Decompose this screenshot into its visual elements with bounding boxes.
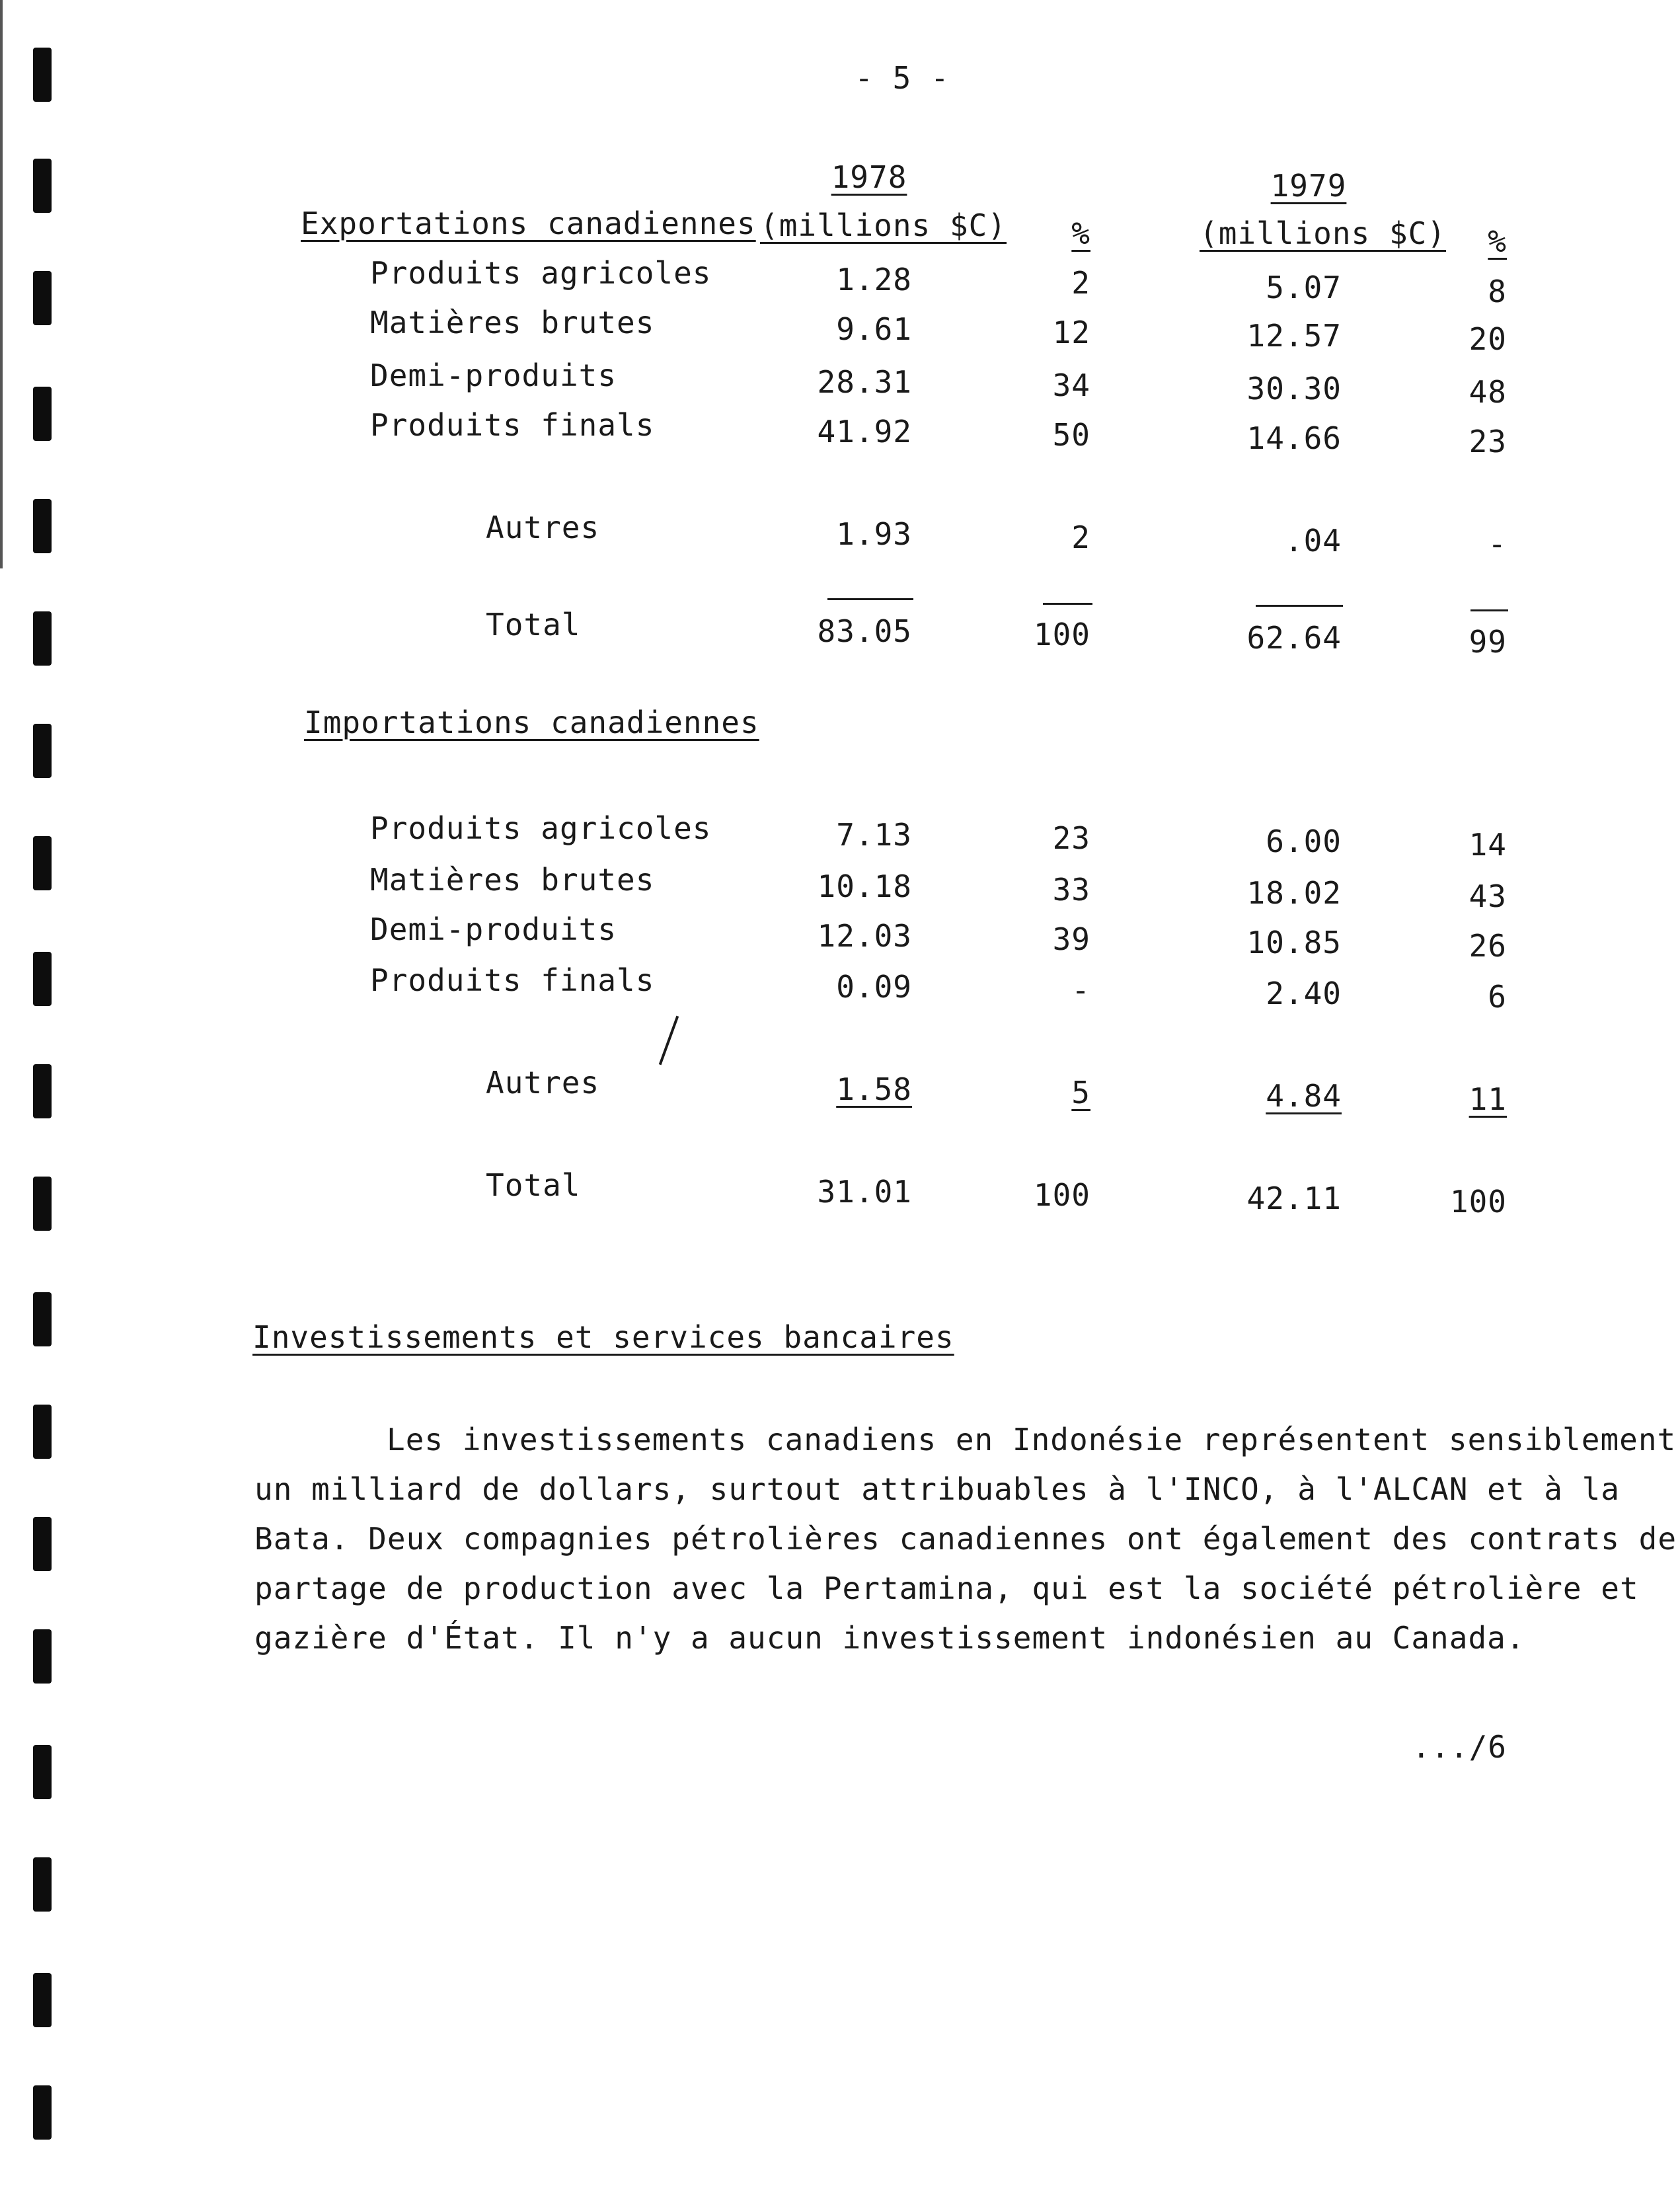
binder-mark [33,499,52,553]
binder-mark [33,271,52,325]
row-label: Produits agricoles [370,255,712,291]
total-label: Total [486,1167,581,1203]
pct-1978: 23 [1052,820,1090,856]
pct-1978: - [1071,972,1090,1008]
sum-rule [827,598,913,600]
binder-mark [33,1405,52,1459]
value-1978: 12.03 [817,918,912,954]
total-1979: 42.11 [1246,1181,1342,1216]
column-year-1979: 1979 [1270,168,1347,204]
pct-1979: 11 [1469,1081,1507,1117]
paragraph-line: un milliard de dollars, surtout attribuables à l'INCO, à l'ALCAN et à la [254,1471,1620,1507]
total-1978: 83.05 [817,613,912,649]
paragraph-line: Les investissements canadiens en Indonésie représentent sensiblement [387,1422,1677,1457]
pct-1979: 6 [1488,979,1507,1015]
pct-1979: 20 [1469,321,1507,357]
total-pct-1978: 100 [1033,1177,1090,1213]
pct-1979: 23 [1469,424,1507,459]
value-1979: .04 [1284,523,1342,559]
row-label: Autres [486,1065,600,1101]
binder-mark [33,1064,52,1118]
page-number: - 5 - [855,60,950,96]
binder-mark [33,1857,52,1912]
column-year-1978: 1978 [831,159,907,195]
binder-mark [33,724,52,778]
pct-1979: 8 [1488,274,1507,309]
value-1979: 12.57 [1246,318,1342,354]
exports-heading: Exportations canadiennes [301,206,756,241]
pct-1978: 34 [1052,368,1090,403]
value-1979: 10.85 [1246,925,1342,960]
pct-1978: 12 [1052,315,1090,350]
value-1979: 5.07 [1266,270,1342,305]
column-unit-1978: (millions $C) [760,208,1007,243]
binder-mark [33,1292,52,1346]
paragraph-line: gazière d'État. Il n'y a aucun investissement indonésien au Canada. [254,1620,1525,1656]
value-1979: 6.00 [1266,824,1342,859]
pct-1979: 14 [1469,827,1507,863]
pct-1979: 43 [1469,878,1507,914]
total-pct-1979: 99 [1469,624,1507,660]
binder-mark [33,1629,52,1684]
total-1978: 31.01 [817,1174,912,1210]
pct-1978: 50 [1052,417,1090,453]
row-label: Produits agricoles [370,810,712,846]
row-label: Matières brutes [370,862,655,898]
value-1979: 2.40 [1266,976,1342,1011]
row-label: Matières brutes [370,305,655,340]
pct-1978: 33 [1052,872,1090,908]
sum-rule [1043,603,1092,605]
value-1978: 7.13 [836,817,912,853]
pct-1979: - [1488,526,1507,562]
value-1978: 28.31 [817,364,912,400]
total-pct-1979: 100 [1449,1184,1507,1220]
value-1979: 18.02 [1246,875,1342,911]
pct-1978: 2 [1071,265,1090,301]
pct-1979: 48 [1469,374,1507,410]
value-1978: 0.09 [836,969,912,1005]
section-heading: Investissements et services bancaires [252,1319,954,1355]
row-label: Demi-produits [370,358,617,393]
binder-mark [33,2085,52,2140]
binder-mark [33,952,52,1006]
scan-edge-line [0,0,3,568]
binder-mark [33,611,52,666]
total-pct-1978: 100 [1033,617,1090,652]
total-label: Total [486,607,581,642]
value-1978: 1.93 [836,516,912,552]
value-1978: 1.58 [836,1071,912,1107]
paragraph-line: partage de production avec la Pertamina, qui est la société pétrolière et [254,1570,1639,1606]
value-1979: 14.66 [1246,420,1342,456]
binder-mark [33,48,52,102]
value-1978: 41.92 [817,414,912,449]
binder-mark [33,1745,52,1799]
binder-mark [33,1973,52,2027]
pct-1979: 26 [1469,928,1507,964]
value-1978: 1.28 [836,262,912,297]
imports-heading: Importations canadiennes [304,705,759,740]
row-label: Produits finals [370,962,655,998]
value-1978: 9.61 [836,311,912,347]
pct-1978: 2 [1071,520,1090,555]
binder-mark [33,387,52,441]
column-unit-1979: (millions $C) [1200,215,1447,251]
value-1979: 30.30 [1246,371,1342,407]
continuation-marker: .../6 [1412,1729,1507,1765]
sum-rule [1470,609,1508,611]
row-label: Produits finals [370,407,655,443]
binder-mark [33,836,52,890]
sum-rule [1256,605,1343,607]
total-1979: 62.64 [1246,620,1342,656]
handwritten-mark [659,1016,679,1066]
value-1978: 10.18 [817,869,912,904]
binder-mark [33,1517,52,1571]
column-pct-1978: % [1071,215,1090,251]
pct-1978: 5 [1071,1075,1090,1110]
value-1979: 4.84 [1266,1078,1342,1114]
binder-mark [33,1177,52,1231]
row-label: Demi-produits [370,911,617,947]
row-label: Autres [486,510,600,545]
column-pct-1979: % [1488,223,1507,259]
paragraph-line: Bata. Deux compagnies pétrolières canadiennes ont également des contrats de [254,1521,1677,1557]
pct-1978: 39 [1052,921,1090,957]
binder-mark [33,159,52,213]
